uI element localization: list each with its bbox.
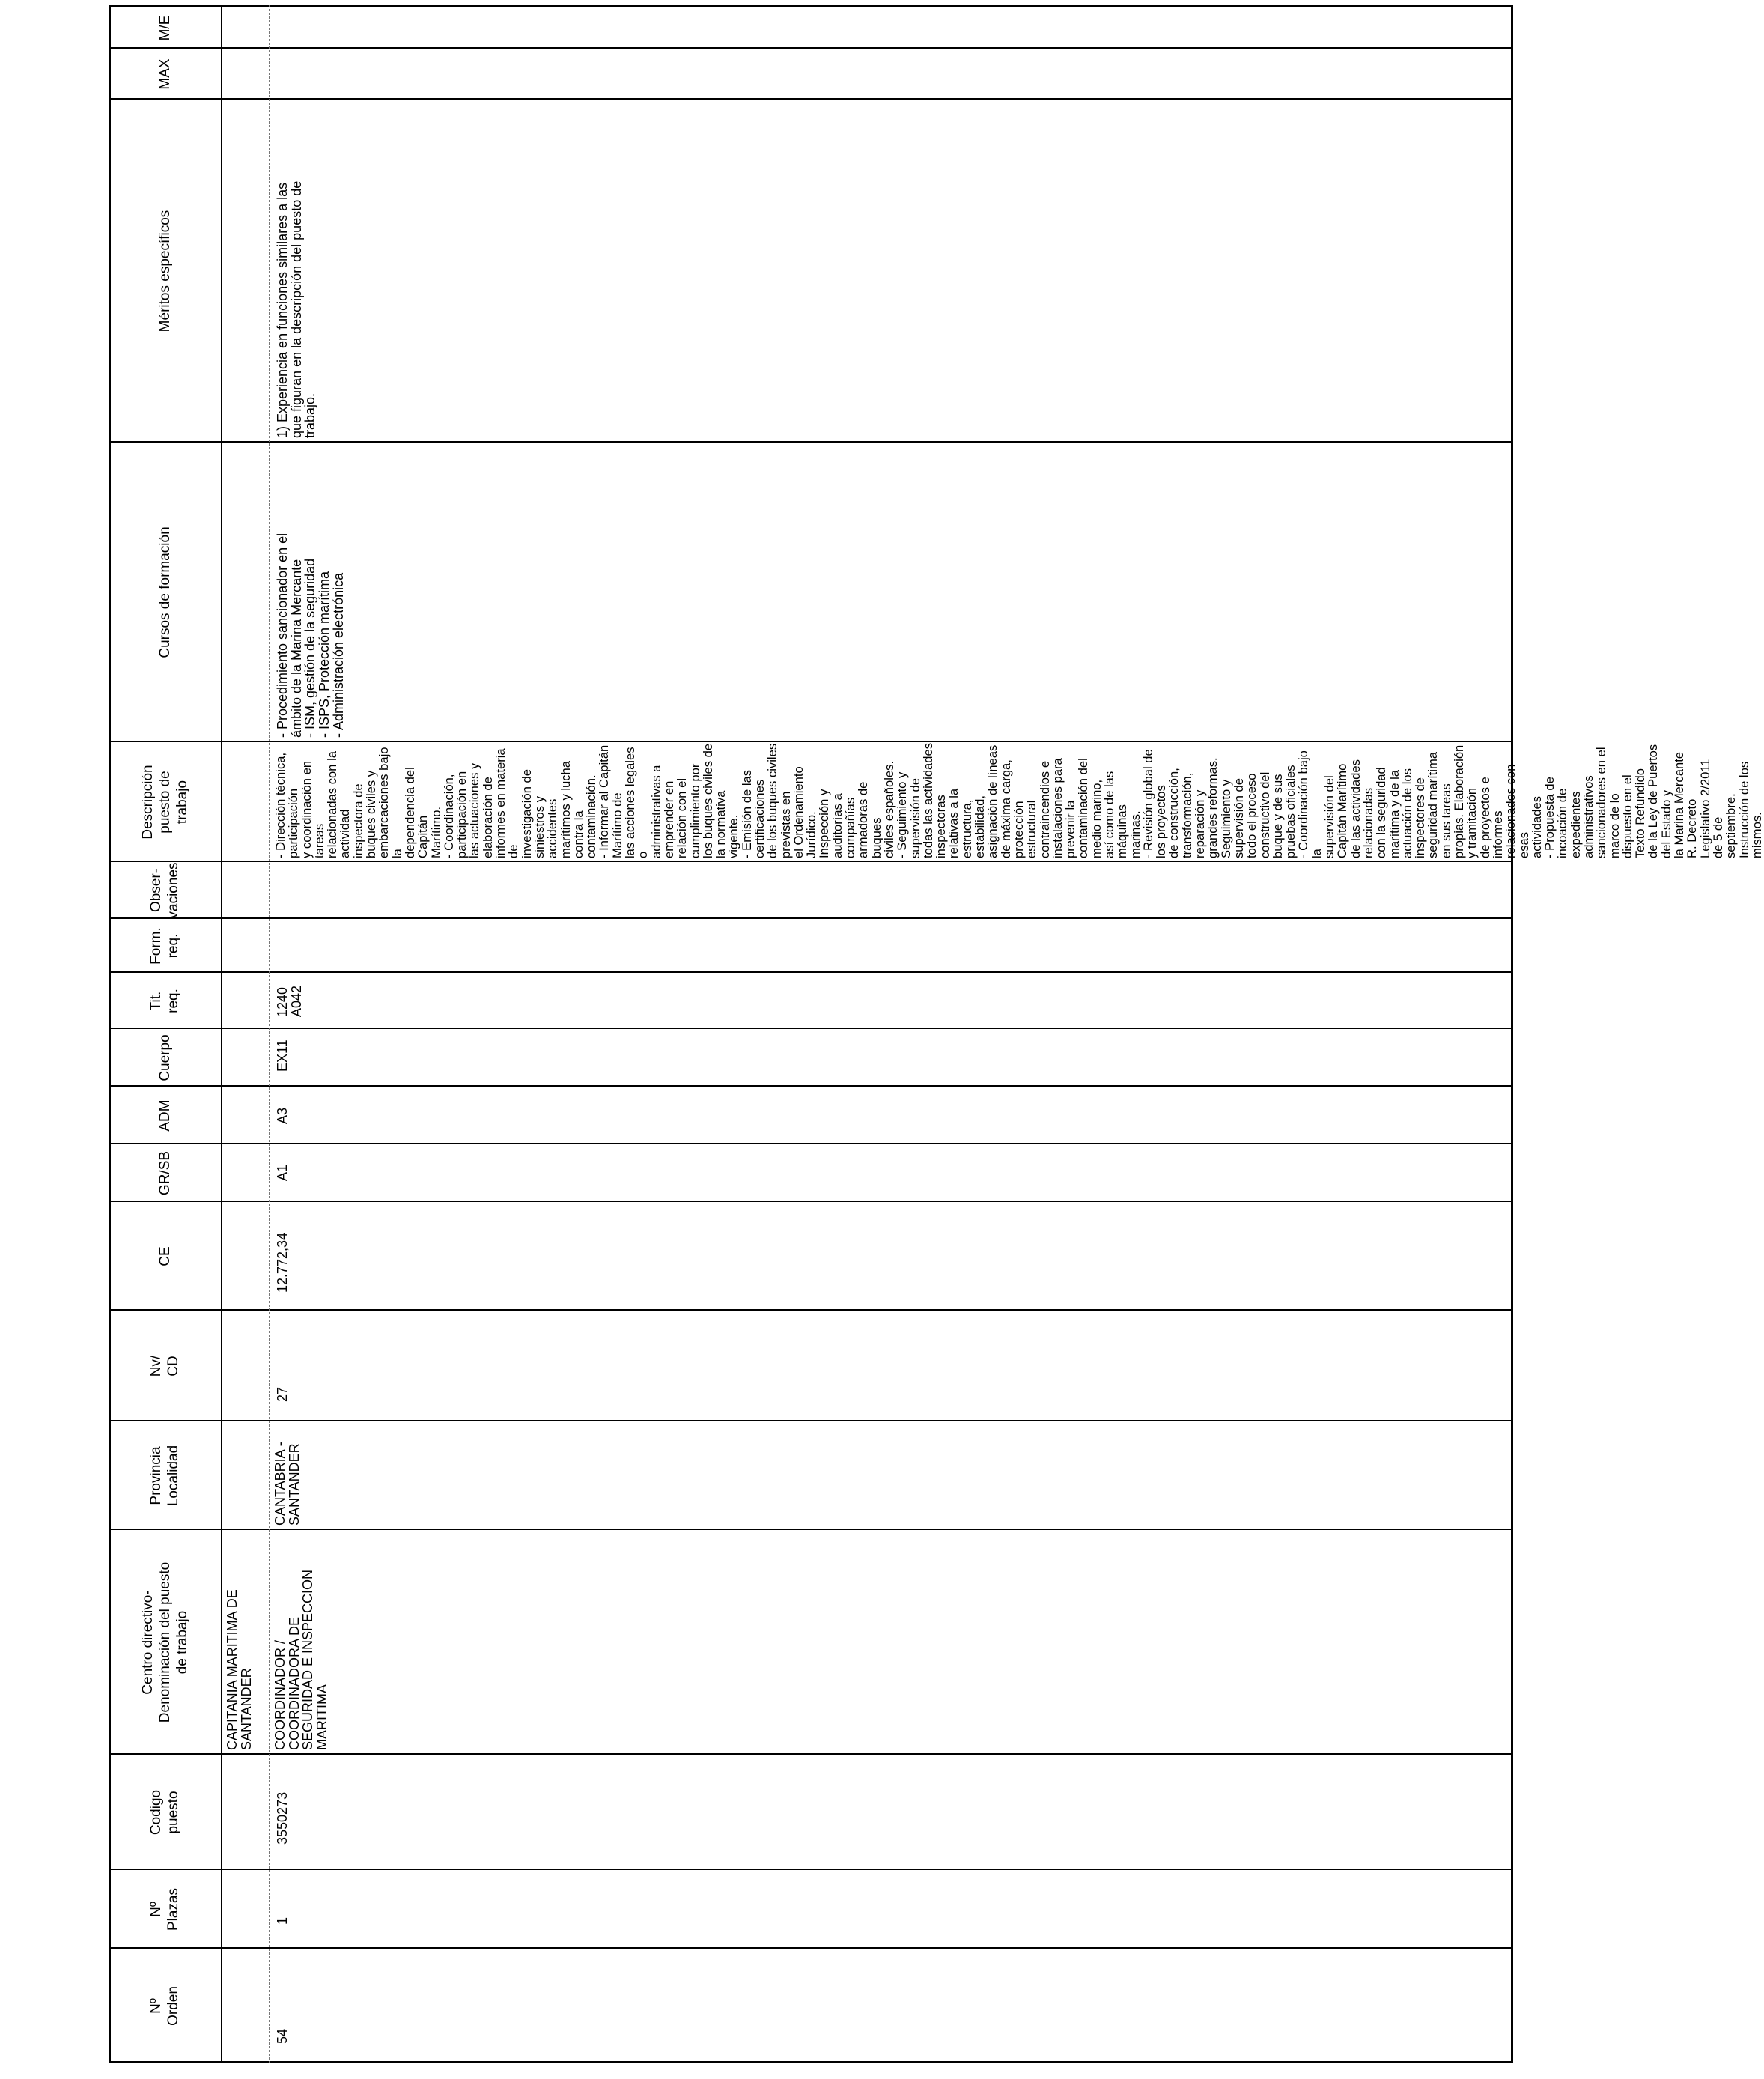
cell-titulacion: 1240 A042 — [275, 985, 304, 1017]
table-border-bottom — [1511, 5, 1513, 2063]
column-divider — [109, 1420, 1513, 1421]
cell-codigo: 3550273 — [275, 1791, 290, 1845]
header-observaciones: Obser- vaciones — [148, 862, 181, 919]
cell-denominacion: COORDINADOR / COORDINADORA DE SEGURIDAD E INSPECCION MARITIMA — [273, 1569, 330, 1750]
header-adm: ADM — [156, 1099, 173, 1132]
header-meritos: Méritos específicos — [156, 210, 173, 333]
column-divider — [109, 1201, 1513, 1202]
centro-directivo: CAPITANIA MARITIMA DE SANTANDER — [225, 1589, 254, 1750]
column-divider — [109, 1028, 1513, 1029]
cell-ce: 12.772,34 — [275, 1232, 290, 1293]
column-divider — [109, 861, 1513, 862]
column-divider — [109, 441, 1513, 443]
column-divider — [109, 917, 1513, 919]
header-centro: Centro directivo- Denominación del puesto de trabajo — [139, 1561, 190, 1723]
cell-plazas: 1 — [275, 1916, 290, 1925]
header-divider — [221, 5, 222, 2063]
header-plazas: Nº Plazas — [148, 1887, 181, 1931]
column-divider — [109, 1529, 1513, 1530]
cell-descripcion: - Dirección técnica, participación y coordinación en tareas relacionadas con la actividad inspectora de buques civiles y embarcaciones bajo la dependencia del Capitán Marítimo. - Coordinación, participación en las actuaciones y elaboración de informes en materia de investigación de siniestros y accidentes marítimos y lucha contra la contaminación. - Informar al Capitán Marítimo de las acciones legales o administrativas a emprender en relación con el cumplimiento por los buques civiles de la normativa vigente. - Emisión de las certificaciones de los buques civiles previstas en el Ordenamiento Jurídico. Inspección y auditorías a compañías armadoras de buques civiles españoles. - Seguimiento y supervisión de todas las actividades inspectoras relativas a la estructura, estabilidad, asignación de líneas de máxima carga, protección estructural contraincendios e instalaciones para prevenir la contaminación del medio marino, así como de las máquinas marinas. - Revisión global de los proyectos de construcción, transformación, reparación y grandes reformas. Seguimiento y supervisión de todo el proceso constructivo del buque y de sus pruebas oficiales - Coordinación bajo la supervisión del Capitán Marítimo de las actividades relacionadas con la seguridad marítima y de la actuación de los inspectores de seguridad marítima en sus tareas propias. Elaboración y tramitación de proyectos e informes relacionados con esas actividades - Propuesta de incoación de expedientes administrativos sancionadores en el marco de lo dispuesto en el Texto Refundido de la Ley de Puertos del Estado y la Marina Mercante R. Decreto Legislativo 2/2011 de 5 de septiembre. Instrucción de los mismos. — [273, 742, 1764, 858]
column-divider — [109, 1947, 1513, 1949]
cell-grupo: A1 — [275, 1164, 290, 1181]
table-border-left — [109, 2061, 1513, 2063]
cell-meritos: 1) Experiencia en funciones similares a las que figuran en la descripción del puesto de trabajo. — [275, 180, 318, 438]
column-divider — [109, 1753, 1513, 1755]
dashed-row-separator — [269, 5, 270, 2063]
header-cursos: Cursos de formación — [156, 526, 173, 658]
cell-cursos: - Procedimiento sancionador en el ámbito de la Marina Mercante - ISM, gestión de la seguridad - ISPS, Protección marítima - Administración electrónica — [275, 532, 346, 738]
table-border-right — [109, 5, 1513, 7]
cell-provincia: CANTABRIA - SANTANDER — [273, 1442, 302, 1526]
rpt-table-page — [109, 5, 1764, 2063]
header-titulacion: Tit. req. — [148, 989, 181, 1013]
header-provincia: Provincia Localidad — [148, 1445, 181, 1507]
header-orden: Nº Orden — [148, 1986, 181, 2026]
column-divider — [109, 47, 1513, 49]
header-grupo: GR/SB — [156, 1150, 173, 1196]
header-descripcion: Descripción puesto de trabajo — [139, 765, 190, 840]
cell-nivel: 27 — [275, 1386, 290, 1402]
header-ce: CE — [156, 1246, 173, 1266]
column-divider — [109, 971, 1513, 973]
header-codigo: Codigo puesto — [148, 1789, 181, 1836]
column-divider — [109, 1869, 1513, 1870]
column-divider — [109, 1309, 1513, 1311]
cell-adm: A3 — [275, 1107, 290, 1124]
header-me: M/E — [156, 15, 173, 41]
header-max: MAX — [156, 58, 173, 90]
cell-orden: 54 — [275, 2028, 290, 2044]
cell-cuerpo: EX11 — [275, 1040, 290, 1072]
header-cuerpo: Cuerpo — [156, 1034, 173, 1081]
column-divider — [109, 98, 1513, 100]
header-nivel: Nv/ CD — [148, 1355, 181, 1377]
column-divider — [109, 1143, 1513, 1144]
column-divider — [109, 1085, 1513, 1087]
header-formacion: Form. req. — [148, 927, 181, 965]
